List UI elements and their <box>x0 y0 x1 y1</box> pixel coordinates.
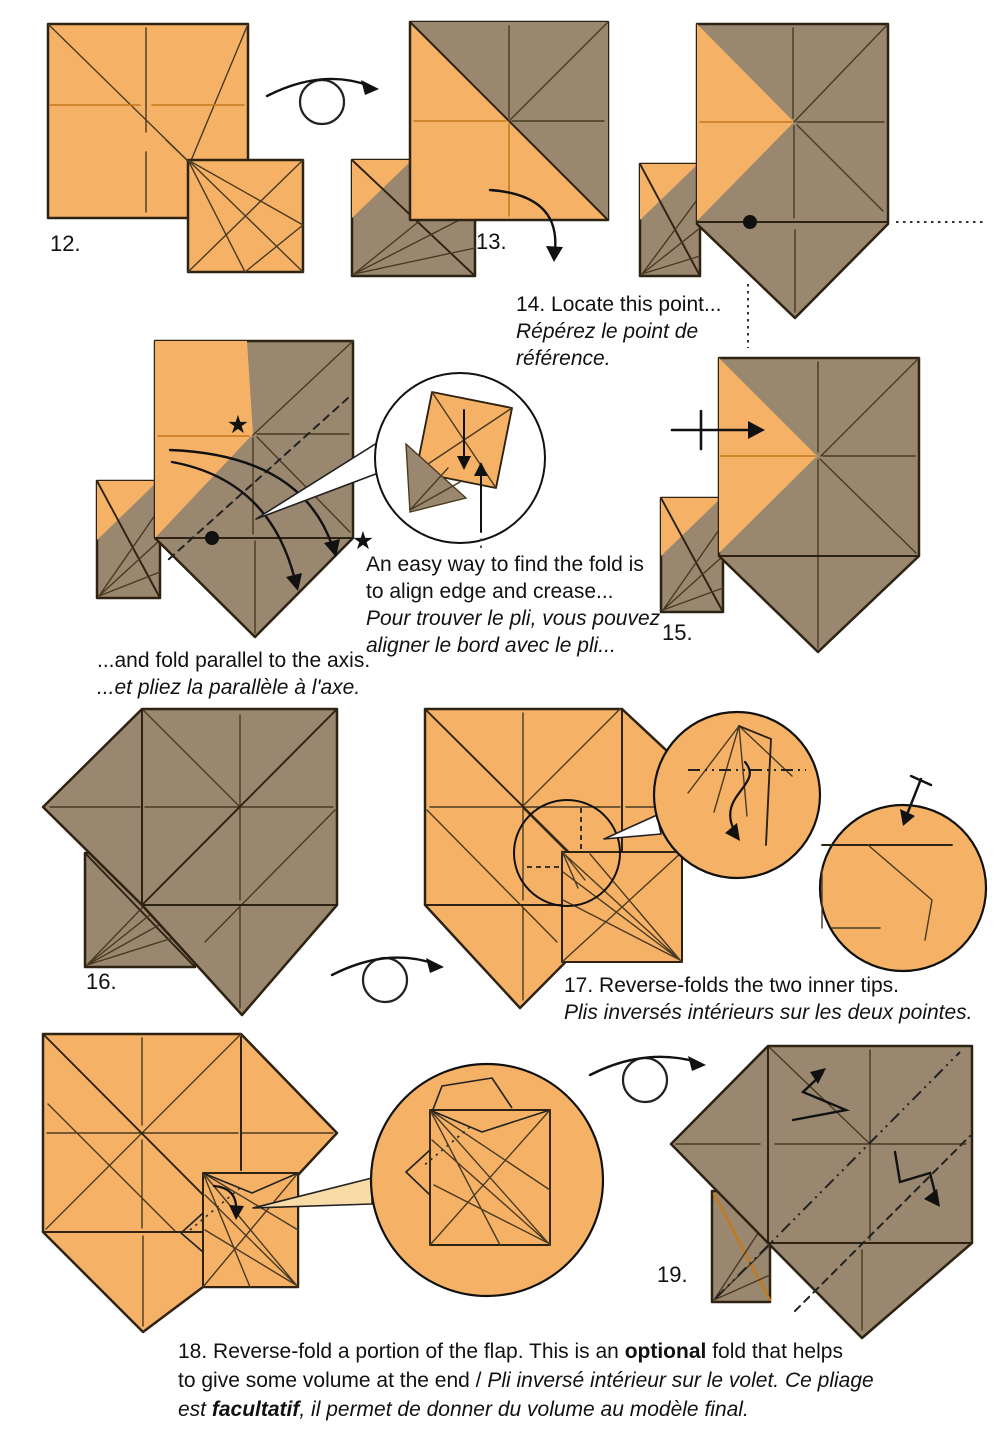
step-18-caption-line3-post: , il permet de donner du volume au modèle final. <box>299 1398 749 1421</box>
axis-note <box>97 647 370 701</box>
step12-small-flap-square <box>188 160 303 272</box>
axis-note-en: ...and fold parallel to the axis. <box>97 649 371 672</box>
zoom-inset-circle-2 <box>820 776 986 971</box>
step13-square <box>410 22 608 220</box>
easy-way-note-en-2: to align edge and crease... <box>366 580 614 603</box>
zoom-inset-circle <box>371 1064 603 1296</box>
step14ref-wing-flap <box>640 164 700 276</box>
step-14-caption-fr-2: référence. <box>516 347 611 370</box>
step-18-caption-line3-bold: facultatif <box>211 1398 300 1421</box>
step14ref-main-shape <box>697 24 888 318</box>
step-15-label: 15. <box>662 620 693 645</box>
reference-point-dot <box>205 531 219 545</box>
step-16-label: 16. <box>86 969 117 994</box>
step15-main-shape <box>719 358 919 652</box>
zoom-inset-circle-1 <box>654 712 820 878</box>
step15-wing-flap <box>661 498 723 612</box>
step-13-label: 13. <box>476 229 507 254</box>
easy-way-note <box>366 551 660 659</box>
star-marker: ★ <box>226 410 250 439</box>
step-18-caption-line1-post: fold that helps <box>706 1340 843 1363</box>
step14-wing-flap <box>97 481 160 598</box>
step17-wing-flap <box>562 851 682 962</box>
step-17-caption <box>564 972 973 1026</box>
easy-way-note-fr-1: Pour trouver le pli, vous pouvez <box>366 607 661 630</box>
step-18-caption-line1 <box>178 1337 874 1366</box>
step-17-caption-en: 17. Reverse-folds the two inner tips. <box>564 974 899 997</box>
reference-point-dot <box>743 215 757 229</box>
step-14-caption <box>516 291 721 372</box>
step-18-caption-line2-fr: Pli inversé intérieur sur le volet. Ce pliage <box>487 1369 874 1392</box>
step-18-caption-line2-en: to give some volume at the end / <box>178 1369 488 1392</box>
step-18-caption <box>178 1337 874 1424</box>
step-16-diagram <box>25 695 365 1030</box>
step-18-caption-line1-bold: optional <box>624 1340 707 1363</box>
step-18-diagram <box>25 1025 650 1345</box>
step-19-label: 19. <box>657 1262 688 1287</box>
axis-note-fr: ...et pliez la parallèle à l'axe. <box>97 676 361 699</box>
easy-way-note-en-1: An easy way to find the fold is <box>366 553 644 576</box>
step-17-caption-fr: Plis inversés intérieurs sur les deux pointes. <box>564 1001 973 1024</box>
step-18-caption-line3 <box>178 1395 874 1424</box>
step-12-label: 12. <box>50 231 81 256</box>
step-18-caption-line2 <box>178 1366 874 1395</box>
star-marker: ★ <box>351 526 375 555</box>
zoom-inset-circle <box>375 373 545 548</box>
step-19-diagram <box>648 1030 999 1350</box>
step-18-caption-line3-pre: est <box>178 1398 212 1421</box>
step-14-caption-fr-1: Répérez le point de <box>516 320 699 343</box>
step-18-caption-line1-pre: 18. Reverse-fold a portion of the flap. This is an <box>178 1340 625 1363</box>
easy-way-note-fr-2: aligner le bord avec le pli... <box>366 634 616 657</box>
step-14-caption-en: 14. Locate this point... <box>516 293 722 316</box>
